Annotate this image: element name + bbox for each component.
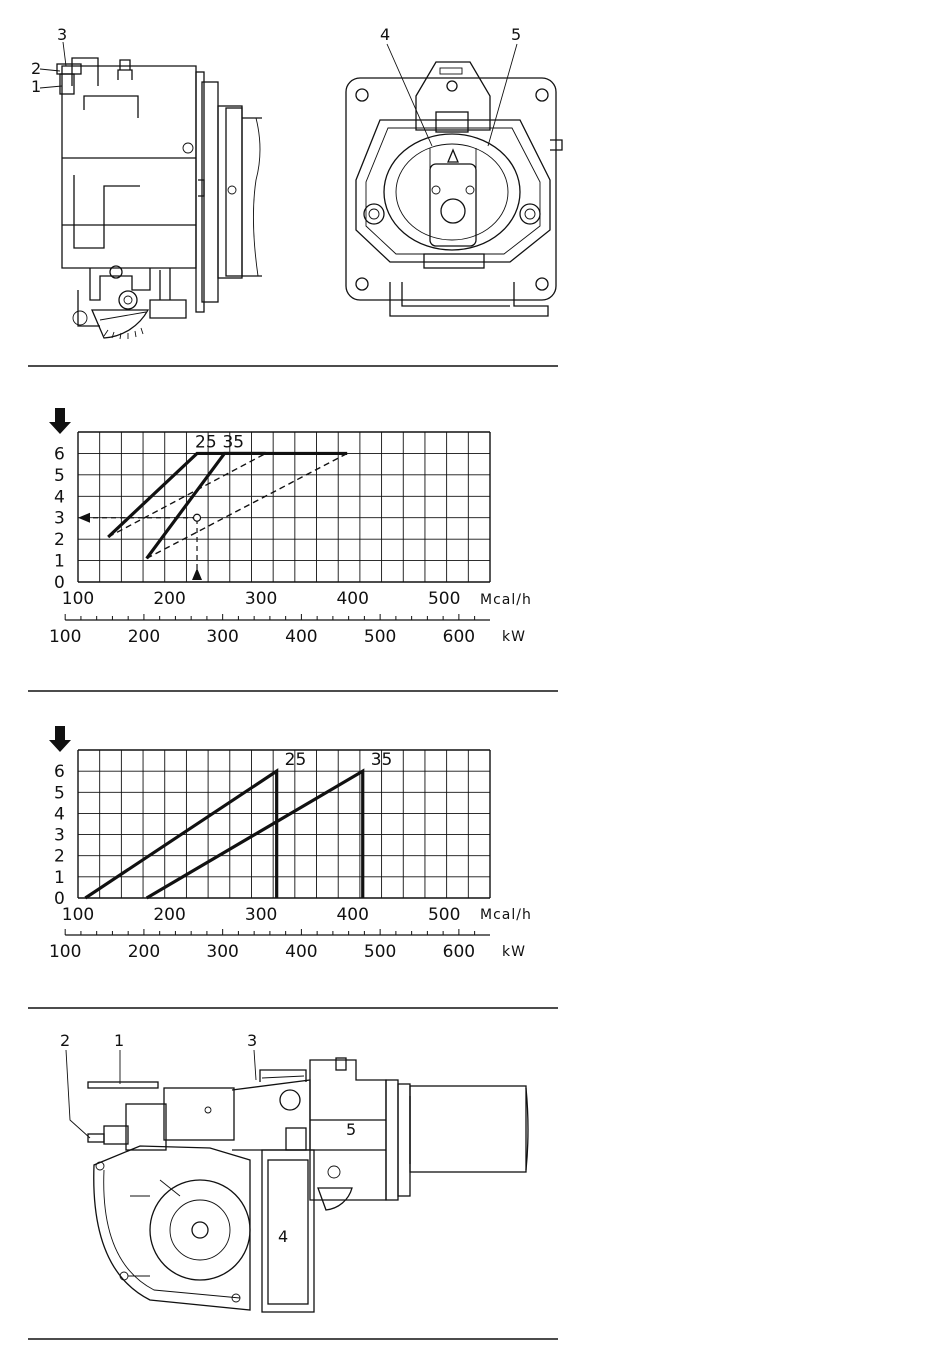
y-tick-label: 6 xyxy=(54,444,65,465)
x-tick-label-mcal: 400 xyxy=(336,589,369,609)
chart1-x-unit-mcal: Mcal/h xyxy=(480,592,532,608)
y-tick-label: 0 xyxy=(54,573,65,593)
x-tick-label-mcal: 100 xyxy=(61,905,95,925)
chart2-x-unit-kw: kW xyxy=(502,944,526,960)
chart1-series xyxy=(78,432,347,580)
y-tick-label: 2 xyxy=(54,530,65,551)
chart-air-damper-setting-2 xyxy=(49,726,532,962)
y-tick-label: 1 xyxy=(54,867,65,888)
example-point xyxy=(194,514,201,521)
y-tick-label: 1 xyxy=(54,551,65,572)
x-tick-label-mcal: 500 xyxy=(427,905,461,925)
series-label-25: 25 xyxy=(195,432,217,453)
x-tick-label-mcal: 200 xyxy=(153,905,186,925)
direction-arrow-icon xyxy=(49,408,71,434)
figure-damper-side-view xyxy=(31,25,262,339)
callout-5: 5 xyxy=(346,1120,357,1139)
x-tick-label-kw: 200 xyxy=(127,627,161,647)
chart2-x-axis-kw xyxy=(49,929,490,962)
y-tick-label: 5 xyxy=(54,465,65,486)
chart2-grid xyxy=(78,750,490,898)
arrow-up-icon xyxy=(192,568,202,580)
y-tick-label: 0 xyxy=(54,889,65,909)
x-tick-label-kw: 300 xyxy=(206,627,239,647)
y-tick-label: 3 xyxy=(54,508,65,529)
callout-2: 2 xyxy=(60,1031,71,1050)
x-tick-label-kw: 500 xyxy=(363,942,397,962)
x-tick-label-kw: 100 xyxy=(48,627,82,647)
x-tick-label-kw: 400 xyxy=(285,627,318,647)
x-tick-label-mcal: 200 xyxy=(153,589,186,609)
chart-air-damper-setting-1 xyxy=(49,408,532,647)
x-tick-label-mcal: 500 xyxy=(427,589,461,609)
callout-1: 1 xyxy=(31,77,42,96)
arrow-left-icon xyxy=(78,513,90,523)
x-tick-label-kw: 300 xyxy=(206,942,239,962)
y-tick-label: 6 xyxy=(54,762,65,783)
chart1-x-unit-kw: kW xyxy=(502,629,526,645)
series-label-35: 35 xyxy=(370,750,393,771)
x-tick-label-kw: 600 xyxy=(442,942,476,962)
series-label-35: 35 xyxy=(222,432,245,453)
figure-burner-side-view xyxy=(60,1031,528,1312)
chart2-y-tick-labels xyxy=(54,762,65,909)
callout-2: 2 xyxy=(31,59,42,78)
chart1-x-axis-kw xyxy=(49,614,490,647)
chart2-series xyxy=(85,750,392,898)
x-tick-label-mcal: 300 xyxy=(244,905,278,925)
callout-3: 3 xyxy=(247,1031,258,1050)
x-tick-label-kw: 600 xyxy=(442,627,476,647)
y-tick-label: 4 xyxy=(54,804,65,825)
series-label-25: 25 xyxy=(284,750,307,771)
callout-1: 1 xyxy=(114,1031,125,1050)
y-tick-label: 3 xyxy=(54,825,65,846)
chart2-x-tick-labels-mcal xyxy=(62,905,461,925)
x-tick-label-kw: 500 xyxy=(363,627,397,647)
x-tick-label-kw: 100 xyxy=(48,942,82,962)
x-tick-label-mcal: 100 xyxy=(61,589,95,609)
figure-air-intake-front-view xyxy=(346,25,562,316)
callout-3: 3 xyxy=(57,25,68,44)
y-tick-label: 2 xyxy=(54,846,65,867)
y-tick-label: 4 xyxy=(54,487,65,508)
callout-5: 5 xyxy=(511,25,522,44)
callout-4: 4 xyxy=(380,25,391,44)
chart1-y-tick-labels xyxy=(54,444,65,593)
x-tick-label-mcal: 300 xyxy=(244,589,278,609)
series-line-dashed xyxy=(147,453,348,558)
x-tick-label-mcal: 400 xyxy=(336,905,369,925)
chart1-x-tick-labels-mcal xyxy=(62,589,461,609)
y-tick-label: 5 xyxy=(54,783,65,804)
series-line-dashed xyxy=(108,453,265,537)
direction-arrow-icon xyxy=(49,726,71,752)
x-tick-label-kw: 200 xyxy=(127,942,161,962)
callout-4: 4 xyxy=(278,1227,289,1246)
chart2-x-unit-mcal: Mcal/h xyxy=(480,907,532,923)
x-tick-label-kw: 400 xyxy=(285,942,318,962)
